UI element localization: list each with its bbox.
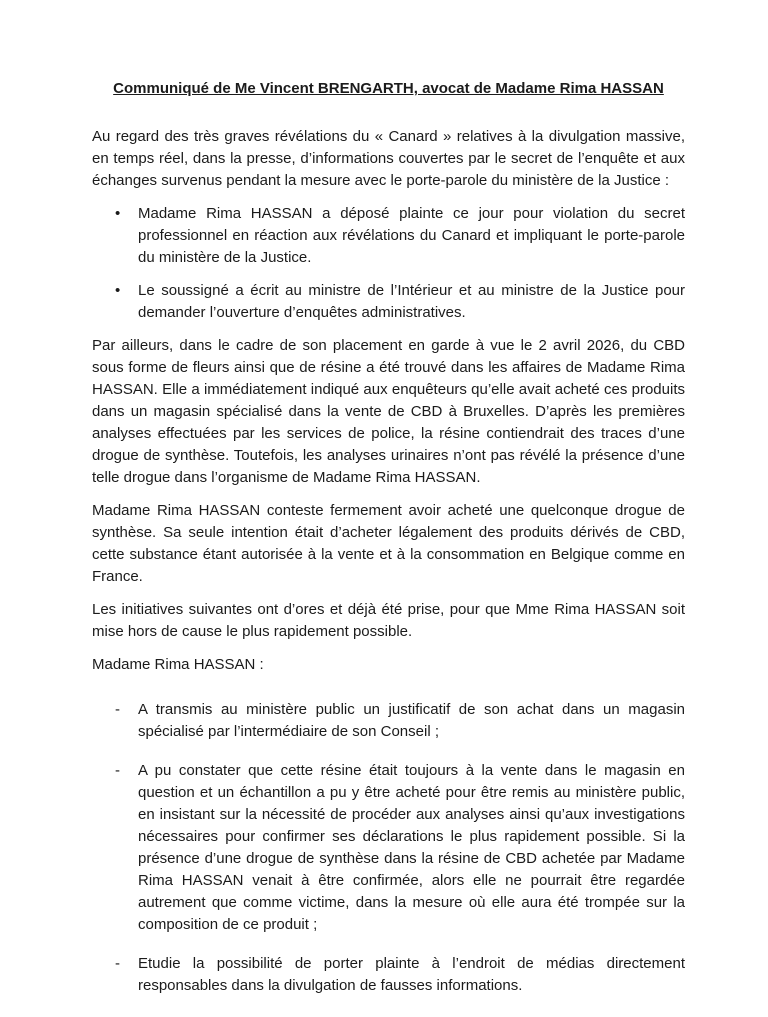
dash-item-text: A transmis au ministère public un justificatif de son achat dans un magasin spécialisé par l’intermédiaire de son Conseil ; [138,701,685,740]
dash-marker-icon: - [115,955,120,972]
paragraph-intro: Au regard des très graves révélations du « Canard » relatives à la divulgation massive, en temps réel, dans la presse, d’informations couvertes par le secret de l’enquête et aux échanges survenus pendant la mesure avec le porte-parole du ministère de la Justice : [92,128,685,189]
dash-item [92,760,685,936]
bullet-item-text: Madame Rima HASSAN a déposé plainte ce jour pour violation du secret professionnel en réaction aux révélations du Canard et impliquant le porte-parole du ministère de la Justice. [138,205,685,266]
dash-item-text: Etudie la possibilité de porter plainte à l’endroit de médias directement responsables dans la divulgation de fausses informations. [138,955,685,994]
bullet-marker-icon: • [115,205,121,222]
paragraph-conteste: Madame Rima HASSAN conteste fermement avoir acheté une quelconque drogue de synthèse. Sa seule intention était d’acheter légalement des produits dérivés de CBD, cette substance étant autorisée à la vente et à la consommation en Belgique comme en France. [92,502,685,585]
dash-marker-icon: - [115,701,120,718]
paragraph-initiatives: Les initiatives suivantes ont d’ores et déjà été prise, pour que Mme Rima HASSAN soit mise hors de cause le plus rapidement possible. [92,601,685,640]
paragraph-madame-intro: Madame Rima HASSAN : [92,656,264,673]
bullet-list [92,203,685,324]
dash-item [92,953,685,997]
bullet-marker-icon: • [115,282,121,299]
dash-marker-icon: - [115,762,120,779]
paragraph-garde-a-vue: Par ailleurs, dans le cadre de son placement en garde à vue le 2 avril 2026, du CBD sous forme de fleurs ainsi que de résine a été trouvé dans les affaires de Madame Rima HASSAN. Elle a immédiatement indiqué aux enquêteurs qu’elle avait acheté ces produits dans un magasin spécialisé dans la vente de CBD à Bruxelles. D’après les premières analyses effectuées par les services de police, la résine contiendrait des traces d’une drogue de synthèse. Toutefois, les analyses urinaires n’ont pas révélé la présence d’une telle drogue dans l’organisme de Madame Rima HASSAN. [92,337,685,486]
dash-item-text: A pu constater que cette résine était toujours à la vente dans le magasin en question et un échantillon a pu y être acheté pour être remis au ministère public, en insistant sur la nécessité de procéder aux analyses ainsi qu’aux investigations nécessaires pour confirmer ses déclarations le plus rapidement possible. Si la présence d’une drogue de synthèse dans la résine de CBD achetée par Madame Rima HASSAN venait à être confirmée, alors elle ne pourrait être regardée autrement que comme victime, dans la mesure où elle aura été trompée sur la composition de ce produit ; [138,762,685,933]
dash-list [92,699,685,997]
bullet-item [92,203,685,269]
bullet-item [92,280,685,324]
spacer [92,687,685,699]
bullet-item-text: Le soussigné a écrit au ministre de l’Intérieur et au ministre de la Justice pour demander l’ouverture d’enquêtes administratives. [138,282,685,321]
dash-item [92,699,685,743]
document-title: Communiqué de Me Vincent BRENGARTH, avocat de Madame Rima HASSAN [113,80,664,97]
